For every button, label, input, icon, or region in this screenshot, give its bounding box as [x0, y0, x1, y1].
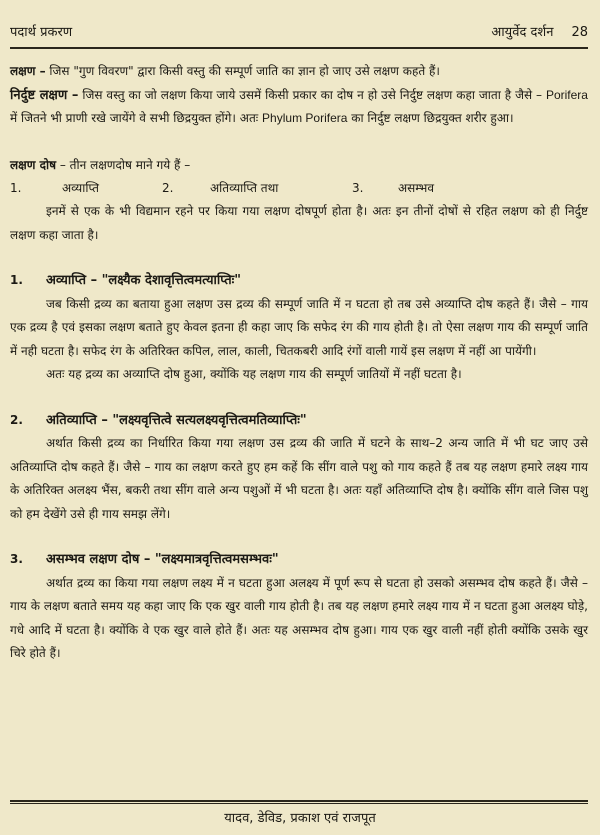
list-item-label: अतिव्याप्ति तथा	[210, 181, 279, 195]
book-title-and-page	[491, 22, 588, 40]
section-number: 1.	[10, 273, 23, 287]
lakshan-dosha-heading	[10, 154, 588, 178]
term-nirdusht: निर्दुष्ट लक्षण –	[10, 87, 79, 103]
term-dosha: लक्षण दोष	[10, 157, 57, 172]
definition-lakshan	[10, 60, 588, 84]
paragraph: अर्थात द्रव्य का किया गया लक्षण लक्ष्य में न घटता हुआ अलक्ष्य में पूर्ण रूप से घटता हो उसको असम्भव दोष कहते हैं। जैसे – गाय के लक्षण बताते समय यह कहा जाए कि एक खुर वाली गाय होती है। तब यह लक्षण हमारे लक्ष्य गाय में न घटता हुआ अलक्ष्य घोड़े, गधे आदि में घटता है। क्योंकि वे एक खुर वाले होते हैं। अतः यह असम्भव दोष हुआ। गाय एक खुर वाली नहीं होती क्योंकि उसके खुर चिरे होते हैं।	[10, 575, 588, 660]
list-item-number: 2.	[162, 181, 174, 195]
header-rule	[10, 47, 588, 49]
term-lakshan: लक्षण –	[10, 64, 46, 78]
section-heading-avyapti	[10, 269, 588, 293]
book-title: आयुर्वेद दर्शन	[491, 25, 554, 40]
footer-rule	[10, 803, 588, 804]
paragraph: जब किसी द्रव्य का बताया हुआ लक्षण उस द्रव्य की सम्पूर्ण जाति में न घटता हो तब उसे अव्याप्ति दोष कहते हैं। जैसे – गाय एक द्रव्य है एवं इसका लक्षण बताते हुए केवल इतना ही कहा जाए कि सफेद रंग की गाय होती है। तो ऐसा लक्षण गाय की सम्पूर्ण जाति में नही घटता है। सफेद रंग के अतिरिक्त कपिल, लाल, काली, चितकबरी आदि रंगों वाली गायें इस लक्षण में नहीं आ पायेंगी।	[10, 296, 588, 358]
definition-text: में जितने भी प्राणी रखे जायेंगे वे सभी छिद्रयुक्त होंगे। अतः	[10, 111, 263, 125]
page-footer-authors: यादव, डेविड, प्रकाश एवं राजपूत	[224, 811, 376, 826]
page-header	[10, 22, 588, 44]
paragraph: अर्थात किसी द्रव्य का निर्धारित किया गया लक्षण उस द्रव्य की जाति में घटने के साथ–2 अन्य जाति में भी घट जाए उसे अतिव्याप्ति दोष कहते हैं। जैसे – गाय का लक्षण करते हुए हम कहें कि सींग वाले पशु को गाय कहते हैं तब यह लक्षण हमारे लक्ष्य गाय के अतिरिक्त अलक्ष्य भैंस, बकरी तथा सींग वाले अन्य पशुओं में भी घटता है। अतः यहाँ अतिव्याप्ति दोष है। क्योंकि सींग वाले जिस पशु को हम देखेंगे उसे ही गाय समझ लेंगे।	[10, 436, 588, 521]
list-item-label: असम्भव	[398, 181, 434, 195]
definition-nirdusht	[10, 84, 588, 131]
section-heading-ativyapti	[10, 409, 588, 433]
list-item-number: 1.	[10, 181, 22, 195]
section-heading-asambhav	[10, 548, 588, 572]
page-content	[10, 60, 588, 666]
section-title: असम्भव लक्षण दोष – "लक्ष्यमात्रवृत्तित्वमसम्भवः"	[46, 552, 279, 567]
dosha-intro: – तीन लक्षणदोष माने गये हैं –	[56, 157, 191, 172]
latin-term: Porifera	[545, 87, 588, 102]
footer-rule	[10, 800, 588, 802]
section-title: अतिव्याप्ति – "लक्ष्यवृत्तित्वे सत्यलक्ष्यवृत्तित्वमतिव्याप्तिः"	[46, 412, 307, 428]
definition-text: जिस "गुण विवरण" द्वारा किसी वस्तु की सम्पूर्ण जाति का ज्ञान हो जाए उसे लक्षण कहते हैं।	[45, 64, 440, 78]
section-title: अव्याप्ति – "लक्ष्यैक देशावृत्तित्वमत्याप्तिः"	[46, 273, 242, 288]
list-item-label: अव्याप्ति	[62, 181, 99, 195]
section-number: 2.	[10, 412, 23, 427]
paragraph: इनमें से एक के भी विद्यमान रहने पर किया गया लक्षण दोषपूर्ण होता है। अतः इन तीनों दोषों से रहित लक्षण को ही निर्दुष्ट लक्षण कहा जाता है।	[10, 204, 588, 242]
list-item-number: 3.	[352, 181, 364, 195]
page-number: 28	[571, 25, 588, 40]
definition-text: का निर्दुष्ट लक्षण छिद्रयुक्त शरीर हुआ।	[347, 111, 514, 125]
paragraph: अतः यह द्रव्य का अव्याप्ति दोष हुआ, क्योंकि यह लक्षण गाय की सम्पूर्ण जातियों में नहीं घटता है।	[46, 367, 462, 381]
latin-term: Phylum Porifera	[262, 111, 348, 125]
dosha-list	[10, 177, 588, 200]
definition-text: जिस वस्तु का जो लक्षण किया जाये उसमें किसी प्रकार का दोष न हो उसे निर्दुष्ट लक्षण कहा जाता है जैसे –	[78, 87, 546, 102]
chapter-title: पदार्थ प्रकरण	[10, 25, 73, 40]
section-number: 3.	[10, 552, 23, 566]
